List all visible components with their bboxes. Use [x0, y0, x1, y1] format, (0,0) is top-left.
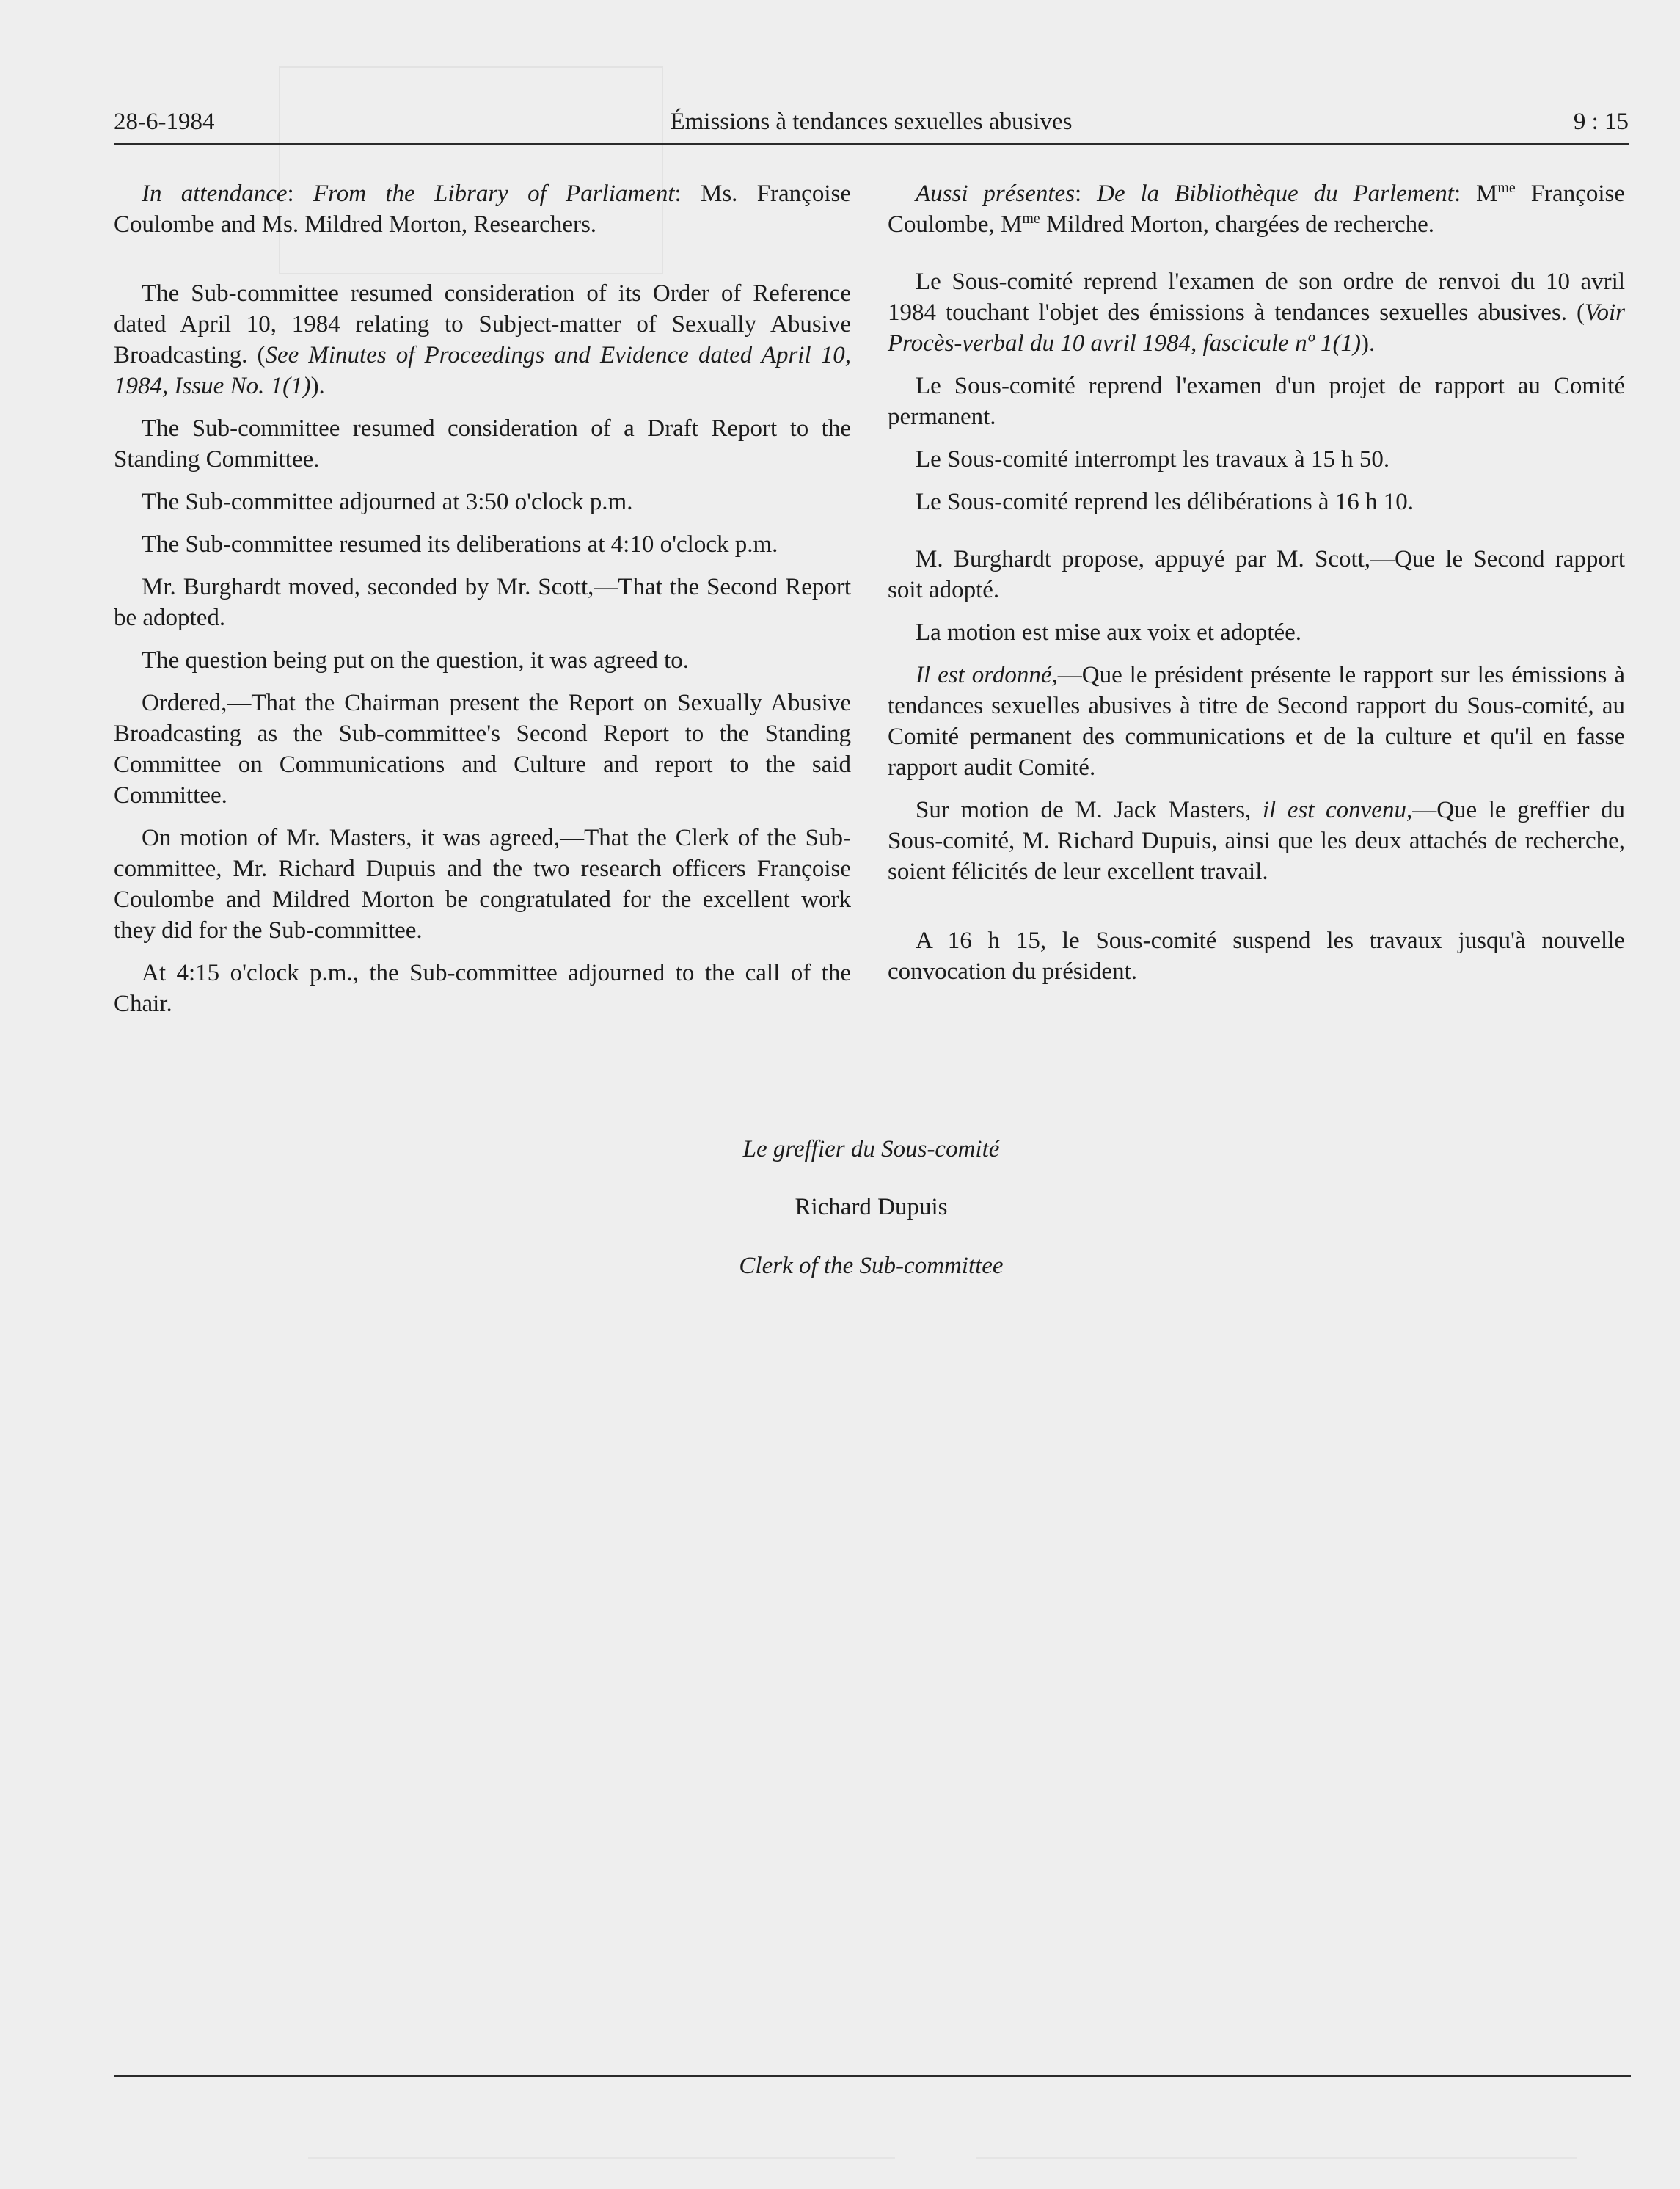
french-p7-rest: —Que le président présente le rapport sur les émissions à tendances sexuelles abusives à titre de Second rapport du Sous-comité, au Comité permanent des communications et de la culture et qu'il en fasse rapport audit Comité.: [888, 662, 1625, 781]
english-paragraph: On motion of Mr. Masters, it was agreed,—That the Clerk of the Sub-committee, Mr. Richard Dupuis and the two research officers Françoise Coulombe and Mildred Morton be congratulated for the excellent work they did for the Sub-committee.: [114, 825, 851, 944]
english-paragraph: The Sub-committee resumed consideration of its Order of Reference dated April 10, 1984 relating to Subject-matter of Sexually Abusive Broadcasting. (See Minutes of Proceedings and Evidence dated April 10, 1984, Issue No. 1(1)).: [114, 280, 851, 399]
french-paragraph: Le Sous-comité interrompt les travaux à 15 h 50.: [916, 446, 1390, 473]
french-paragraph: M. Burghardt propose, appuyé par M. Scott,—Que le Second rapport soit adopté.: [888, 546, 1625, 603]
header-date: 28-6-1984: [114, 109, 215, 135]
french-paragraph: La motion est mise aux voix et adoptée.: [916, 619, 1302, 646]
french-paragraph: Le Sous-comité reprend l'examen de son ordre de renvoi du 10 avril 1984 touchant l'objet des émissions à tendances sexuelles abusives. (Voir Procès-verbal du 10 avril 1984, fascicule nº 1(1)).: [888, 269, 1625, 357]
footer-rule: [114, 2075, 1631, 2077]
english-paragraph: The Sub-committee resumed consideration of a Draft Report to the Standing Committee.: [114, 415, 851, 473]
english-p1-text: The Sub-committee resumed consideration of its Order of Reference dated April 10, 1984 relating to Subject-matter of Sexually Abusive Broadcasting.: [114, 280, 851, 368]
french-name-1: Françoise Coulombe,: [888, 181, 1626, 238]
french-p1-reference: Voir Procès-verbal du 10 avril 1984, fascicule nº 1(1): [888, 299, 1625, 357]
signature-title-french: Le greffier du Sous-comité: [742, 1136, 1000, 1162]
french-p7-lead: Il est ordonné,: [916, 662, 1058, 688]
french-paragraph: [888, 795, 1625, 887]
bleed-through-mark: [308, 2113, 895, 2159]
english-p1-reference: See Minutes of Proceedings and Evidence dated April 10, 1984, Issue No. 1(1): [114, 342, 851, 399]
english-paragraph: Ordered,—That the Chairman present the Report on Sexually Abusive Broadcasting as the Sub-committee's Second Report to the Standing Committee on Communications and Culture and report to the said Committee.: [114, 690, 851, 809]
french-column: [888, 178, 1625, 987]
french-attendance: Aussi présentes: De la Bibliothèque du Parlement: $M^{me}$ Françoise Coulombe, $M^{me}$ Mildred Morton, chargées de recherche.: [888, 180, 1626, 238]
french-paragraph: Le Sous-comité reprend les délibérations à 16 h 10.: [916, 489, 1414, 515]
running-header: [114, 103, 1629, 139]
header-page-number: 9 : 15: [1573, 109, 1629, 135]
french-paragraph: [888, 660, 1625, 783]
french-paragraph: A 16 h 15, le Sous-comité suspend les travaux jusqu'à nouvelle convocation du président.: [888, 928, 1625, 985]
english-paragraph: Mr. Burghardt moved, seconded by Mr. Scott,—That the Second Report be adopted.: [114, 574, 851, 631]
english-attendance: In attendance: From the Library of Parliament: Ms. Françoise Coulombe and Ms. Mildred Morton, Researchers.: [114, 181, 851, 238]
header-title: Émissions à tendances sexuelles abusives: [670, 109, 1073, 135]
french-mme-superscript: me: [1022, 211, 1040, 227]
french-attendance-from: De la Bibliothèque du Parlement: [1097, 181, 1454, 207]
signature-title-english: Clerk of the Sub-committee: [739, 1253, 1004, 1279]
french-p8-pre: Sur motion de M. Jack Masters,: [916, 797, 1252, 823]
french-mme-superscript: me: [1497, 180, 1516, 196]
bleed-through-mark: [976, 2113, 1577, 2159]
french-paragraph: Le Sous-comité reprend l'examen d'un projet de rapport au Comité permanent.: [888, 373, 1625, 430]
header-rule: [114, 143, 1629, 145]
english-attendance-from: From the Library of Parliament: [313, 181, 675, 207]
english-paragraph: At 4:15 o'clock p.m., the Sub-committee adjourned to the call of the Chair.: [114, 960, 851, 1017]
french-p1-text: Le Sous-comité reprend l'examen de son ordre de renvoi du 10 avril 1984 touchant l'objet des émissions à tendances sexuelles abusives.: [888, 269, 1625, 326]
french-mme: M: [1476, 181, 1498, 207]
french-p8-rest: —Que le greffier du Sous-comité, M. Richard Dupuis, ainsi que les deux attachés de recherche, soient félicités de leur excellent travail.: [888, 797, 1626, 885]
french-mme: M: [1001, 211, 1023, 238]
english-attendance-text: Ms. Françoise Coulombe and Ms. Mildred Morton, Researchers.: [114, 181, 851, 238]
french-attendance-label: Aussi présentes: [916, 181, 1075, 207]
english-attendance-label: In attendance: [142, 181, 288, 207]
english-paragraph: The Sub-committee resumed its deliberations at 4:10 o'clock p.m.: [142, 531, 778, 558]
english-paragraph: The Sub-committee adjourned at 3:50 o'clock p.m.: [142, 489, 633, 515]
english-column: [114, 178, 851, 1019]
signature-name: Richard Dupuis: [795, 1194, 948, 1220]
french-p8-italic: il est convenu,: [1262, 797, 1413, 823]
french-name-2: Mildred Morton, chargées de recherche.: [1046, 211, 1435, 238]
english-paragraph: The question being put on the question, it was agreed to.: [142, 647, 690, 674]
